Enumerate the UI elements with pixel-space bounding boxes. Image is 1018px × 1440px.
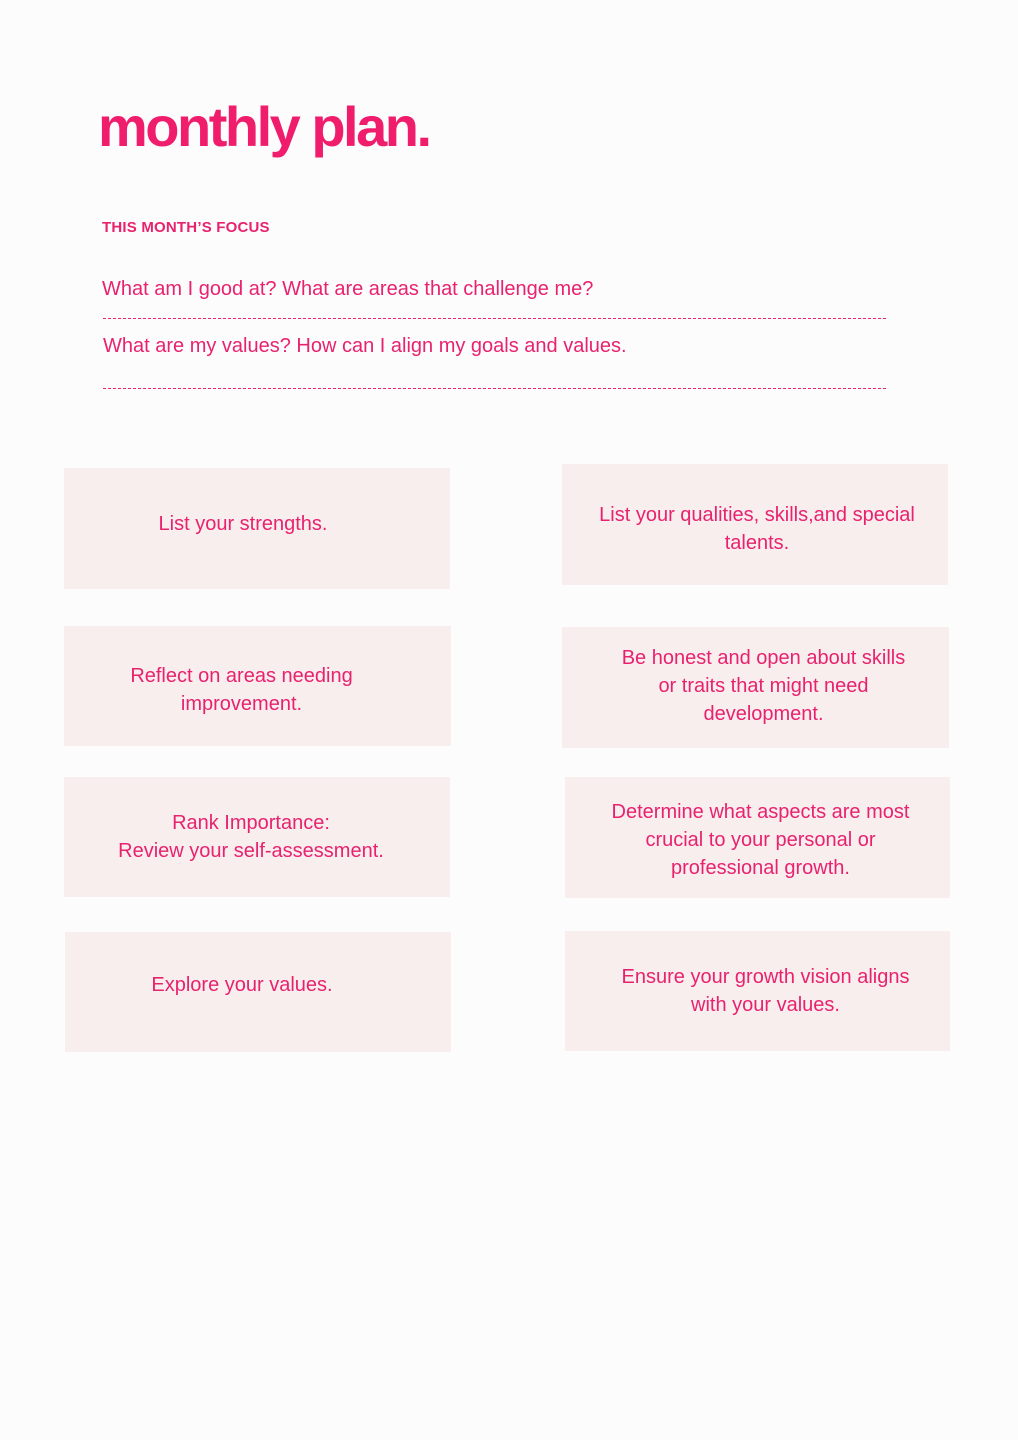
card-text: Reflect on areas needing improvement. — [130, 665, 353, 715]
focus-question-1: What am I good at? What are areas that challenge me? — [102, 278, 594, 300]
page-title: monthly plan. — [98, 95, 430, 158]
card-improvement — [64, 626, 451, 746]
card-text: Rank Importance: Review your self-assessment. — [118, 812, 384, 862]
card-strengths — [64, 468, 450, 589]
focus-question-2: What are my values? How can I align my goals and values. — [103, 335, 627, 357]
card-text: List your qualities, skills,and special talents. — [599, 503, 915, 554]
focus-section-label: THIS MONTH’S FOCUS — [102, 219, 270, 236]
card-text: Determine what aspects are most crucial to your personal or professional growth. — [611, 800, 910, 879]
answer-line-2 — [103, 388, 886, 389]
card-honest-open — [562, 627, 949, 748]
card-text: List your strengths. — [158, 512, 328, 535]
card-rank-importance — [64, 777, 450, 897]
card-text: Ensure your growth vision aligns with your values. — [621, 966, 910, 1016]
answer-line-1 — [103, 318, 886, 319]
card-growth-vision — [565, 931, 950, 1051]
card-text: Explore your values. — [151, 974, 333, 996]
card-explore-values — [65, 932, 451, 1052]
card-determine-aspects — [565, 777, 950, 898]
card-qualities — [562, 464, 948, 585]
card-text: Be honest and open about skills or traits that might need development. — [621, 646, 906, 725]
